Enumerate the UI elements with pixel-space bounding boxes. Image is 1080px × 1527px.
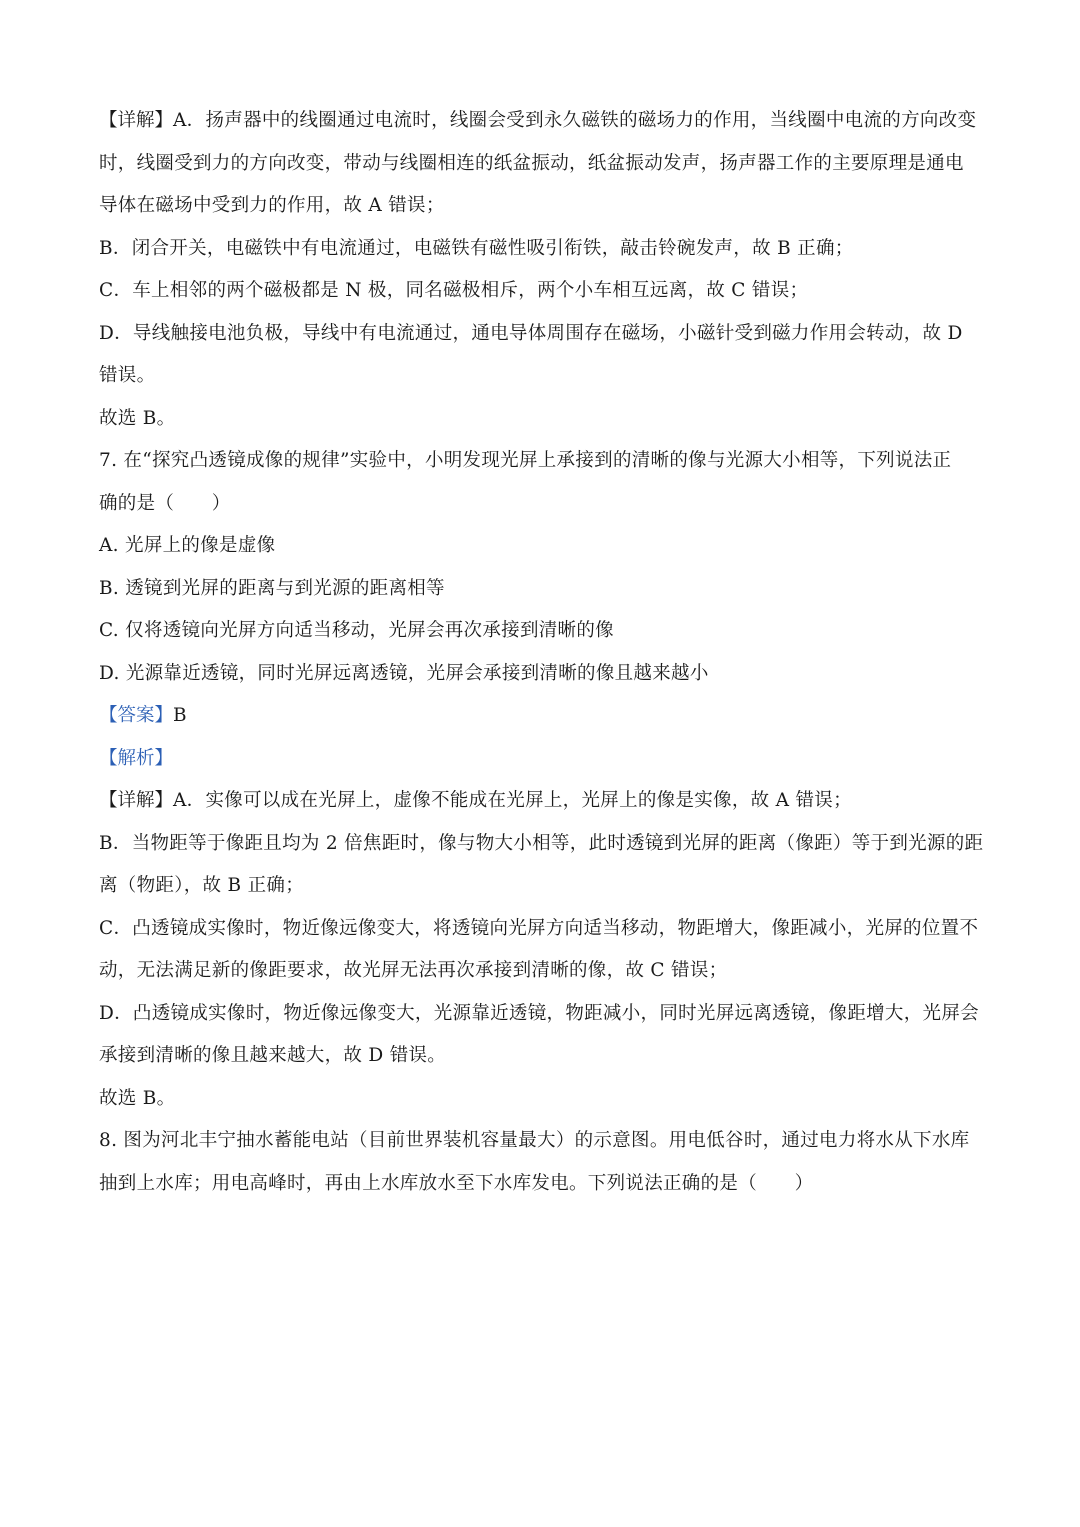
answer-tag: 【答案】: [99, 705, 174, 726]
line-text: 抽到上水库；用电高峰时，再由上水库放水至下水库发电。下列说法正确的是（ ）: [99, 1172, 814, 1194]
line-text: 确的是（ ）: [99, 492, 231, 514]
text-line: [99, 908, 985, 951]
document-page: [99, 100, 985, 1205]
answer-line: [99, 695, 985, 738]
detail-tag: 【详解】: [99, 110, 174, 131]
option-b: [99, 568, 985, 611]
text-line: [99, 993, 985, 1036]
text-line: [99, 1078, 985, 1121]
question-7-stem: [99, 483, 985, 526]
text-line: [99, 143, 985, 186]
line-text: 8. 图为河北丰宁抽水蓄能电站（目前世界装机容量最大）的示意图。用电低谷时，通过电力将水从下水库: [99, 1130, 970, 1151]
text-line: [99, 950, 985, 993]
text-line: [99, 355, 985, 398]
answer-value: B: [173, 705, 187, 726]
line-text: 时，线圈受到力的方向改变，带动与线圈相连的纸盆振动，纸盆振动发声，扬声器工作的主要原理是通电: [99, 152, 964, 174]
line-text: A．实像可以成在光屏上，虚像不能成在光屏上，光屏上的像是实像，故 A 错误；: [173, 790, 852, 811]
line-text: 故选 B。: [99, 1087, 176, 1109]
line-text: 承接到清晰的像且越来越大，故 D 错误。: [99, 1045, 447, 1066]
analysis-line: [99, 738, 985, 781]
line-text: 动，无法满足新的像距要求，故光屏无法再次承接到清晰的像，故 C 错误；: [99, 960, 728, 981]
line-text: 离（物距），故 B 正确；: [99, 875, 305, 896]
text-line: [99, 823, 985, 866]
line-text: B．当物距等于像距且均为 2 倍焦距时，像与物大小相等，此时透镜到光屏的距离（像距）等于到光源的距: [99, 832, 984, 854]
line-text: 错误。: [99, 365, 156, 386]
line-text: D．导线触接电池负极，导线中有电流通过，通电导体周围存在磁场，小磁针受到磁力作用会转动，故 D: [99, 322, 963, 344]
line-text: B．闭合开关，电磁铁中有电流通过，电磁铁有磁性吸引衔铁，敲击铃碗发声，故 B 正确；: [99, 237, 854, 259]
line-text: D. 光源靠近透镜，同时光屏远离透镜，光屏会承接到清晰的像且越来越小: [99, 662, 709, 684]
question-8-stem: [99, 1120, 985, 1163]
analysis-tag: 【解析】: [99, 747, 174, 769]
text-line: [99, 100, 985, 143]
option-a: [99, 525, 985, 568]
text-line: [99, 270, 985, 313]
text-line: [99, 398, 985, 441]
text-line: [99, 185, 985, 228]
text-line: [99, 1035, 985, 1078]
line-text: C．凸透镜成实像时，物近像远像变大，将透镜向光屏方向适当移动，物距增大，像距减小，光屏的位置不: [99, 917, 979, 939]
line-text: C. 仅将透镜向光屏方向适当移动，光屏会再次承接到清晰的像: [99, 620, 614, 641]
text-line: [99, 228, 985, 271]
text-line: [99, 313, 985, 356]
line-text: B. 透镜到光屏的距离与到光源的距离相等: [99, 577, 445, 599]
line-text: D．凸透镜成实像时，物近像远像变大，光源靠近透镜，物距减小，同时光屏远离透镜，像距增大，光屏会: [99, 1002, 979, 1024]
option-d: [99, 653, 985, 696]
line-text: 7. 在“探究凸透镜成像的规律”实验中，小明发现光屏上承接到的清晰的像与光源大小相等，下列说法正: [99, 450, 952, 471]
line-text: 故选 B。: [99, 407, 176, 429]
question-8-stem: [99, 1163, 985, 1206]
question-7-stem: [99, 440, 985, 483]
text-line: [99, 865, 985, 908]
option-c: [99, 610, 985, 653]
line-text: A．扬声器中的线圈通过电流时，线圈会受到永久磁铁的磁场力的作用，当线圈中电流的方向改变: [173, 110, 977, 131]
text-line: [99, 780, 985, 823]
line-text: C．车上相邻的两个磁极都是 N 极，同名磁极相斥，两个小车相互远离，故 C 错误；: [99, 280, 809, 301]
line-text: A. 光屏上的像是虚像: [99, 535, 276, 556]
line-text: 导体在磁场中受到力的作用，故 A 错误；: [99, 195, 445, 216]
detail-tag: 【详解】: [99, 790, 174, 811]
